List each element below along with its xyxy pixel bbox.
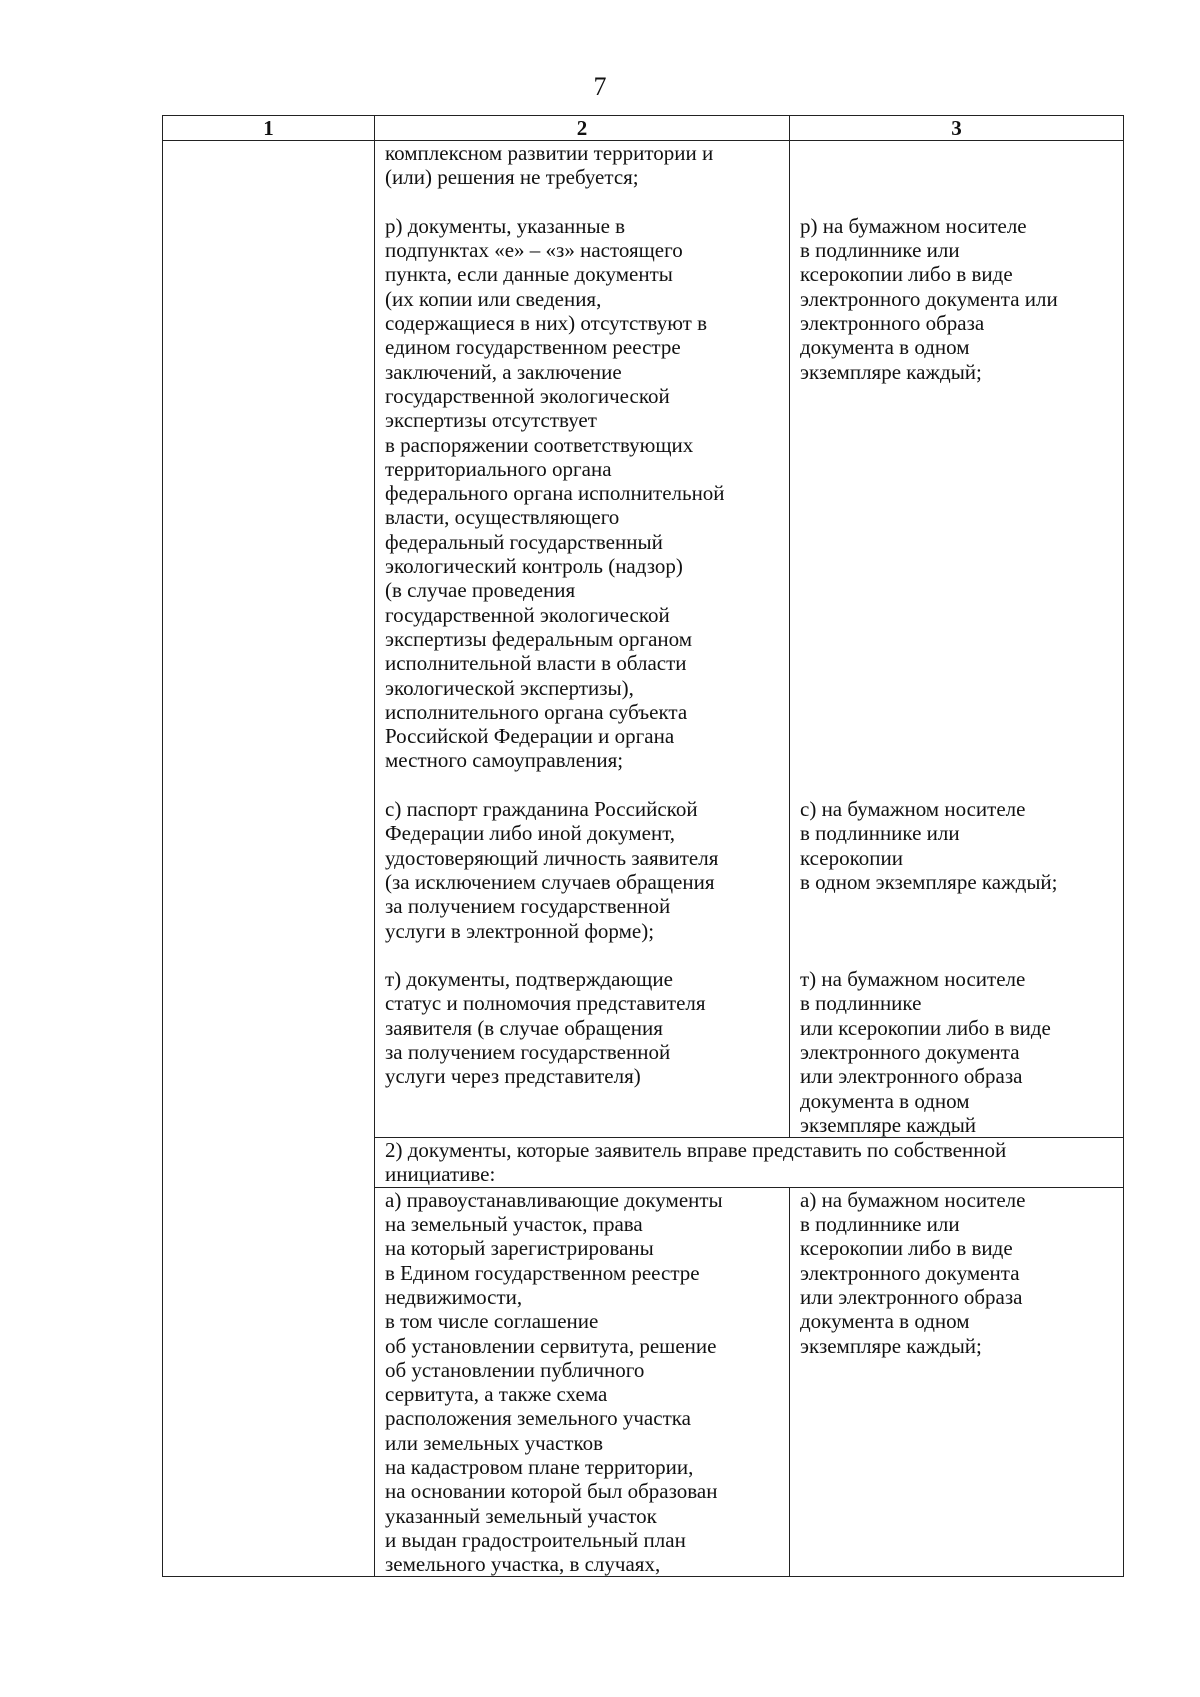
item-continuation-text: комплексном развитии территории и (или) решения не требуется; <box>385 141 714 190</box>
item-a-text: а) правоустанавливающие документы на земельный участок, права на который зарегистрированы в Едином государственном реестре недвижимости, в том числе соглашение об установлении сервитута, решение об установлении публичного сервитута, а также схема расположения земельного участка или земельных участков на кадастровом плане территории, на основании которой был образован указанный земельный участок и выдан градостроительный план земельного участка, в случаях, <box>385 1187 723 1577</box>
section-2-heading-cell <box>375 1138 1124 1188</box>
item-s-text: с) паспорт гражданина Российской Федерации либо иной документ, удостоверяющий личность заявителя (за исключением случаев обращения за получением государственной услуги в электронной форме); <box>385 797 719 943</box>
item-s-format-text: с) на бумажном носителе в подлиннике или ксерокопии в одном экземпляре каждый; <box>800 796 1058 894</box>
document-table <box>162 115 1124 1577</box>
page-number: 7 <box>593 72 607 101</box>
column-header-1: 1 <box>163 116 375 141</box>
column-1-cell <box>163 141 375 1577</box>
item-r-text: р) документы, указанные в подпунктах «е» – «з» настоящего пункта, если данные документы (их копии или сведения, содержащиеся в них) отсутствуют в едином государственном реестре заключений, а заключение государственной экологической экспертизы отсутствует в распоряжении соответствующих территориального органа федерального органа исполнительной власти, осуществляющего федеральный государственный экологический контроль (надзор) (в случае проведения государственной экологической экспертизы федеральным органом исполнительной власти в области экологической экспертизы), исполнительного органа субъекта Российской Федерации и органа местного самоуправления; <box>385 213 725 773</box>
item-t-format-text: т) на бумажном носителе в подлиннике или ксерокопии либо в виде электронного документа или электронного образа документа в одном экземпляре каждый <box>800 967 1051 1137</box>
section-2-heading: 2) документы, которые заявитель вправе представить по собственной инициативе: <box>385 1138 1007 1187</box>
column-header-3: 3 <box>790 116 1124 141</box>
column-header-2: 2 <box>375 116 790 141</box>
column-3-cell <box>790 141 1124 1138</box>
item-t-text: т) документы, подтверждающие статус и полномочия представителя заявителя (в случае обращения за получением государственной услуги через представителя) <box>385 967 706 1089</box>
item-r-format-text: р) на бумажном носителе в подлиннике или ксерокопии либо в виде электронного документа или электронного образа документа в одном экземпляре каждый; <box>800 213 1058 384</box>
column-3-cell <box>790 1187 1124 1577</box>
column-2-cell <box>375 1187 790 1577</box>
column-2-cell <box>375 141 790 1138</box>
table-row <box>163 141 1124 1138</box>
item-a-format-text: а) на бумажном носителе в подлиннике или ксерокопии либо в виде электронного документа или электронного образа документа в одном экземпляре каждый; <box>800 1187 1026 1358</box>
table-header-row <box>163 116 1124 141</box>
